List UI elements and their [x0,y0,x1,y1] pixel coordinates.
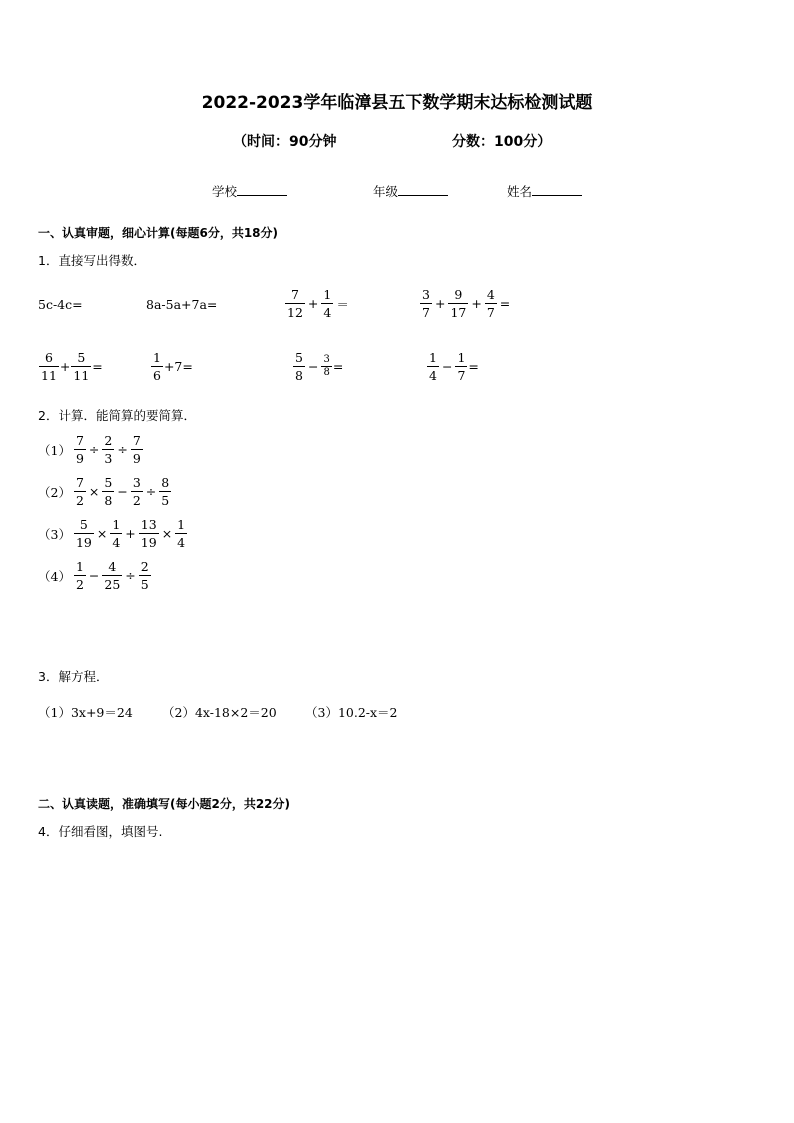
equals-sign: ＝ [336,296,349,312]
operator: + [434,296,446,311]
operator: × [161,526,173,541]
denominator: 7 [457,368,466,383]
operator: ÷ [88,442,100,457]
q3-equation-3: （3）10.2-x＝2 [305,705,398,720]
fraction [131,432,143,467]
numerator: 1 [153,350,161,365]
numerator: 7 [285,286,305,304]
operator: ÷ [125,568,136,583]
numerator: 5 [74,516,94,534]
q1-item-c [284,286,351,321]
operator: ÷ [145,484,157,499]
numerator: 3 [132,475,141,490]
name-field [507,182,582,200]
question-1: 1．直接写出得数． [38,253,146,268]
numerator: 4 [102,558,122,576]
denominator: 6 [153,368,161,383]
numerator: 1 [177,517,186,532]
q2-expression-3 [38,516,188,551]
denominator: 4 [112,535,121,550]
fraction [420,286,432,321]
numerator: 1 [429,350,437,365]
fraction [110,516,122,551]
denominator: 11 [41,368,57,383]
operator: − [88,568,100,583]
denominator: 9 [132,451,141,466]
q1-item-e [38,349,103,384]
q3-equation-2: （2）4x-18×2＝20 [162,705,277,720]
q1-item-b: 8a-5a+7a= [146,297,218,312]
fraction [427,349,439,384]
numerator: 1 [75,559,84,574]
operator: − [117,484,128,499]
fraction [321,286,333,321]
equals-sign: = [468,359,479,374]
fraction [74,516,94,551]
fraction [74,474,86,509]
denominator: 2 [132,493,141,508]
operator: + [125,526,136,541]
page-title: 2022-2023学年临漳县五下数学期末达标检测试题 [201,93,593,113]
numerator: 2 [140,559,149,574]
q1-item-d [419,286,512,321]
numerator: 1 [457,350,466,365]
q1-item-h [426,349,479,384]
school-label: 学校 [212,184,238,199]
numerator: 5 [295,350,303,365]
numerator: 6 [39,349,59,367]
fraction [102,474,114,509]
numerator: 7 [75,433,84,448]
fraction [293,349,305,384]
operator: + [59,359,71,374]
exam-score: 分数：100分） [452,134,552,150]
numerator: 5 [104,475,113,490]
grade-label: 年级 [373,184,399,199]
exam-time: （时间：90分钟 [233,134,337,150]
grade-field [373,182,448,200]
item-label: （4） [38,568,71,584]
denominator: 7 [486,305,495,320]
numerator: 4 [486,287,495,302]
equals-sign: = [499,296,511,311]
question-2: 2．计算．能简算的要简算． [38,408,196,423]
item-label: （2） [38,484,71,500]
fraction [139,558,151,593]
fraction [321,354,331,379]
question-4: 4．仔细看图，填图号. [38,824,163,839]
operator: ÷ [117,442,128,457]
equals-sign: = [332,359,344,374]
section-1-heading: 一、认真审题，细心计算(每题6分，共18分) [38,226,279,240]
numerator: 5 [71,349,91,367]
denominator: 4 [429,368,437,383]
denominator: 7 [422,305,430,320]
operator: − [441,359,453,374]
q2-expression-1 [38,432,144,467]
fraction [175,516,187,551]
denominator: 8 [295,368,303,383]
q1-item-g [292,349,343,384]
item-label: （1） [38,442,71,458]
numerator: 3 [323,354,330,365]
fraction [131,474,143,509]
denominator: 8 [104,493,113,508]
denominator: 8 [323,367,330,378]
denominator: 2 [75,577,84,592]
numerator: 3 [422,287,430,302]
fraction [485,286,497,321]
school-blank[interactable] [237,183,287,196]
fraction [285,286,305,321]
denominator: 9 [75,451,84,466]
q3-equation-1: （1）3x+9＝24 [38,705,133,720]
fraction [139,516,159,551]
operator: × [88,484,100,499]
denominator: 5 [161,493,170,508]
school-field [212,182,287,200]
numerator: 1 [112,517,121,532]
numerator: 7 [75,475,84,490]
operator: + [471,296,482,311]
operator: + [307,296,319,311]
numerator: 8 [161,475,170,490]
q2-expression-4 [38,558,152,593]
denominator: 5 [140,577,149,592]
fraction [39,349,59,384]
operator: × [96,526,108,541]
denominator: 25 [104,577,121,592]
denominator: 11 [73,368,90,383]
q1-item-f [150,349,193,384]
fraction [71,349,91,384]
numerator: 7 [132,433,141,448]
section-2-heading: 二、认真读题，准确填写(每小题2分，共22分) [38,797,291,811]
item-label: （3） [38,526,71,542]
denominator: 17 [450,305,467,320]
denominator: 4 [323,305,332,320]
fraction [455,349,467,384]
denominator: 3 [104,451,113,466]
denominator: 2 [75,493,84,508]
operator: − [307,359,319,374]
question-3: 3．解方程． [38,669,109,684]
fraction [74,432,86,467]
numerator: 2 [104,433,113,448]
denominator: 19 [140,535,157,550]
numerator: 1 [323,287,332,302]
fraction [151,349,163,384]
denominator: 12 [287,305,303,320]
numerator: 13 [140,517,157,532]
grade-blank[interactable] [398,183,448,196]
numerator: 9 [448,286,468,304]
fraction [74,558,86,593]
denominator: 4 [177,535,186,550]
fraction [102,432,114,467]
name-label: 姓名 [507,184,533,199]
q1-item-a: 5c-4c= [38,297,83,312]
equals-sign: = [92,359,103,374]
fraction [102,558,122,593]
expression-rest: +7= [163,359,193,374]
name-blank[interactable] [532,183,582,196]
fraction [448,286,468,321]
denominator: 19 [75,535,92,550]
fraction [159,474,171,509]
q2-expression-2 [38,474,172,509]
